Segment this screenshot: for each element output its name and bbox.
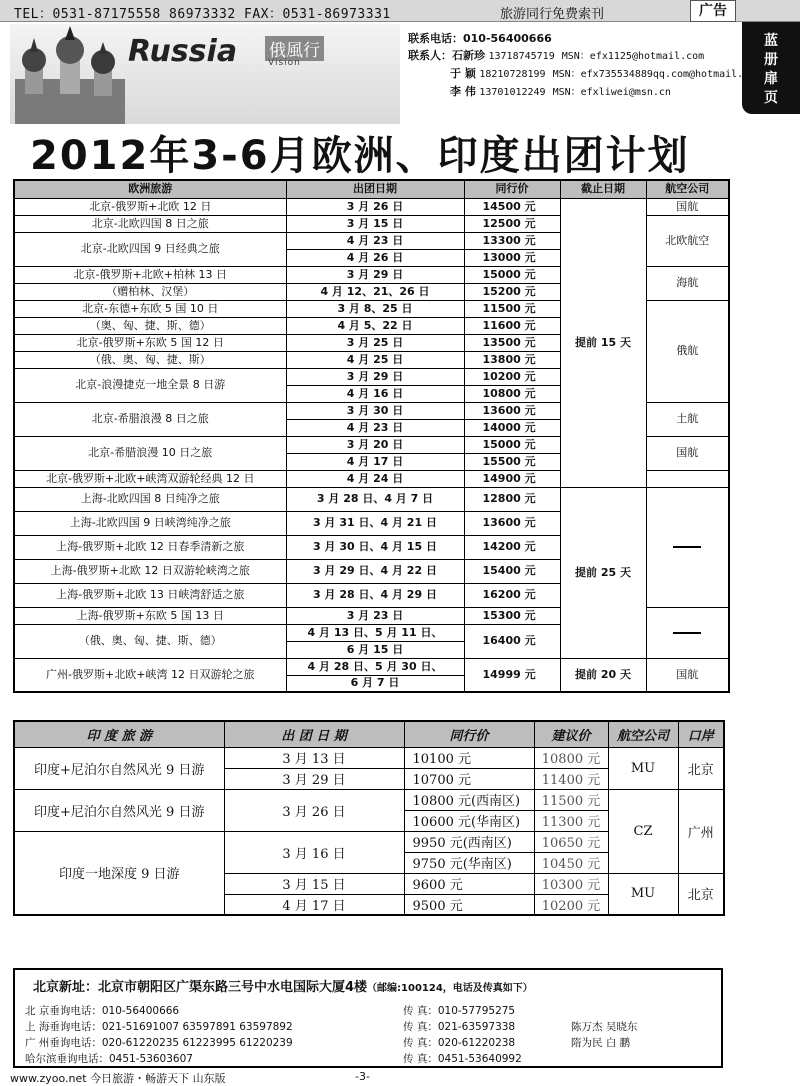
price-cell: 14900 元 <box>464 470 560 487</box>
cathedral-illustration <box>10 24 130 124</box>
route-cell: 印度+尼泊尔自然风光 9 日游 <box>14 789 224 831</box>
col-header: 同行价 <box>464 180 560 198</box>
price-cell: 10800 元(西南区) <box>404 789 534 810</box>
date-cell: 3 月 20 日 <box>286 436 464 453</box>
date-cell: 6 月 7 日 <box>286 675 464 692</box>
airline-cell-dash <box>646 607 729 658</box>
date-cell: 4 月 13 日、5 月 11 日、 <box>286 624 464 641</box>
date-cell: 3 月 30 日 <box>286 402 464 419</box>
price-cell: 9600 元 <box>404 873 534 894</box>
airline-cell: 土航 <box>646 402 729 436</box>
route-cell: 上海-俄罗斯+北欧 12 日双游轮峡湾之旅 <box>14 559 286 583</box>
brand-name-cn: 俄風行 <box>265 36 324 61</box>
free-catalog-label: 旅游同行免费索刊 <box>500 7 605 22</box>
side-char: 蓝 <box>764 33 778 49</box>
route-cell: 广州-俄罗斯+北欧+峡湾 12 日双游轮之旅 <box>14 658 286 692</box>
price-cell: 11500 元 <box>464 300 560 317</box>
date-cell: 3 月 25 日 <box>286 334 464 351</box>
contact-people: 陈万杰 吴晓东 <box>571 1021 638 1033</box>
price-cell: 9500 元 <box>404 894 534 915</box>
col-header: 印 度 旅 游 <box>14 721 224 747</box>
route-note: （俄、奥、匈、捷、斯、德） <box>14 624 286 658</box>
route-cell: 北京-俄罗斯+北欧+柏林 13 日 <box>14 266 286 283</box>
airline-cell: CZ <box>608 789 678 873</box>
airline-cell: MU <box>608 873 678 915</box>
address-note: （邮编:100124，电话及传真如下） <box>367 983 533 994</box>
date-cell: 4 月 23 日 <box>286 419 464 436</box>
route-cell: 上海-俄罗斯+北欧 12 日春季清新之旅 <box>14 535 286 559</box>
price-cell: 14200 元 <box>464 535 560 559</box>
office-address <box>33 976 533 995</box>
suggested-price-cell: 11500 元 <box>534 789 608 810</box>
airline-cell-empty <box>646 470 729 487</box>
route-cell: 北京-东德+东欧 5 国 10 日 <box>14 300 286 317</box>
price-cell: 11600 元 <box>464 317 560 334</box>
date-cell: 3 月 26 日 <box>286 198 464 215</box>
india-tour-table <box>13 720 725 916</box>
airline-cell: 国航 <box>646 436 729 470</box>
suggested-price-cell: 10650 元 <box>534 831 608 852</box>
contact-tel: 13701012249 <box>479 87 546 98</box>
route-cell: 上海-俄罗斯+北欧 13 日峡湾舒适之旅 <box>14 583 286 607</box>
europe-tour-table <box>13 179 730 693</box>
price-cell: 14000 元 <box>464 419 560 436</box>
col-header: 欧洲旅游 <box>14 180 286 198</box>
airline-cell: 国航 <box>646 198 729 215</box>
contact-tel: 18210728199 <box>479 69 546 80</box>
price-cell: 12500 元 <box>464 215 560 232</box>
date-cell: 4 月 23 日 <box>286 232 464 249</box>
dash-mark <box>673 632 701 634</box>
col-header: 口岸 <box>678 721 724 747</box>
city-phone: 北 京垂询电话：010-56400666 <box>25 1005 180 1017</box>
suggested-price-cell: 10200 元 <box>534 894 608 915</box>
col-header: 航空公司 <box>646 180 729 198</box>
city-fax: 传 真：010-57795275 <box>403 1005 516 1017</box>
price-cell: 13500 元 <box>464 334 560 351</box>
footer-site: www.zyoo.net 今日旅游・畅游天下 山东版 <box>10 1072 226 1085</box>
date-cell: 4 月 28 日、5 月 30 日、 <box>286 658 464 675</box>
price-cell: 14500 元 <box>464 198 560 215</box>
dash-mark <box>673 546 701 548</box>
route-cell: 北京-希腊浪漫 10 日之旅 <box>14 436 286 470</box>
logo-banner <box>10 24 400 124</box>
route-cell: 北京-俄罗斯+北欧+峡湾双游轮经典 12 日 <box>14 470 286 487</box>
route-cell: 北京-希腊浪漫 8 日之旅 <box>14 402 286 436</box>
port-cell: 北京 <box>678 747 724 789</box>
route-note: （赠柏林、汉堡） <box>14 283 286 300</box>
route-cell: 上海-北欧四国 8 日纯净之旅 <box>14 487 286 511</box>
col-header: 同行价 <box>404 721 534 747</box>
table-row <box>14 658 729 675</box>
suggested-price-cell: 10800 元 <box>534 747 608 768</box>
price-cell: 15000 元 <box>464 266 560 283</box>
contact-msn: MSN：efx735534889qq.com@hotmail.com <box>552 69 762 80</box>
date-cell: 4 月 26 日 <box>286 249 464 266</box>
col-header: 航空公司 <box>608 721 678 747</box>
contact-name: 石新珍 <box>452 49 485 62</box>
city-fax: 传 真：021-63597338 <box>403 1021 516 1033</box>
price-cell: 9750 元(华南区) <box>404 852 534 873</box>
table-row <box>14 747 724 768</box>
page-title: 2012年3-6月欧洲、印度出团计划 <box>30 133 690 179</box>
city-phone: 哈尔滨垂询电话：0451-53603607 <box>25 1053 193 1065</box>
price-cell: 15400 元 <box>464 559 560 583</box>
airline-cell-dash <box>646 487 729 607</box>
route-note: （奥、匈、捷、斯、德） <box>14 317 286 334</box>
route-cell: 上海-北欧四国 9 日峡湾纯净之旅 <box>14 511 286 535</box>
route-cell: 北京-北欧四国 8 日之旅 <box>14 215 286 232</box>
price-cell: 10100 元 <box>404 747 534 768</box>
footer-contact-box <box>13 968 723 1068</box>
side-char: 册 <box>764 52 778 68</box>
side-char: 页 <box>764 90 778 106</box>
price-cell: 10800 元 <box>464 385 560 402</box>
price-cell: 13600 元 <box>464 402 560 419</box>
route-cell: 印度+尼泊尔自然风光 9 日游 <box>14 747 224 789</box>
col-header: 出团日期 <box>286 180 464 198</box>
price-cell: 10700 元 <box>404 768 534 789</box>
route-note: （俄、奥、匈、捷、斯） <box>14 351 286 368</box>
contact-msn: MSN：efx1125@hotmail.com <box>561 51 705 62</box>
price-cell: 10200 元 <box>464 368 560 385</box>
brand-sub: Vision <box>268 58 301 68</box>
price-cell: 13000 元 <box>464 249 560 266</box>
date-cell: 3 月 29 日 <box>286 266 464 283</box>
col-header: 建议价 <box>534 721 608 747</box>
header-tel-fax: TEL：0531-87175558 86973332 FAX：0531-86973331 <box>14 7 391 22</box>
price-cell: 15200 元 <box>464 283 560 300</box>
contact-phone: 联系电话：010-56400666 <box>408 32 552 45</box>
suggested-price-cell: 10300 元 <box>534 873 608 894</box>
date-cell: 3 月 16 日 <box>224 831 404 873</box>
date-cell: 4 月 17 日 <box>286 453 464 470</box>
contact-msn: MSN：efxliwei@msn.cn <box>552 87 671 98</box>
date-cell: 3 月 8、25 日 <box>286 300 464 317</box>
airline-cell: MU <box>608 747 678 789</box>
date-cell: 3 月 28 日、4 月 29 日 <box>286 583 464 607</box>
contact-name: 李 伟 <box>450 85 476 98</box>
price-cell: 12800 元 <box>464 487 560 511</box>
city-phone: 广 州垂询电话：020-61220235 61223995 61220239 <box>25 1037 293 1049</box>
date-cell: 3 月 23 日 <box>286 607 464 624</box>
date-cell: 4 月 12、21、26 日 <box>286 283 464 300</box>
price-cell: 9950 元(西南区) <box>404 831 534 852</box>
deadline-cell: 提前 25 天 <box>560 487 646 658</box>
table-header-row <box>14 721 724 747</box>
price-cell: 15000 元 <box>464 436 560 453</box>
price-cell: 13300 元 <box>464 232 560 249</box>
date-cell: 3 月 15 日 <box>224 873 404 894</box>
suggested-price-cell: 11300 元 <box>534 810 608 831</box>
suggested-price-cell: 10450 元 <box>534 852 608 873</box>
suggested-price-cell: 11400 元 <box>534 768 608 789</box>
route-cell: 北京-俄罗斯+北欧 12 日 <box>14 198 286 215</box>
deadline-cell: 提前 20 天 <box>560 658 646 692</box>
col-header: 出 团 日 期 <box>224 721 404 747</box>
contact-block <box>408 30 762 101</box>
route-cell: 北京-俄罗斯+东欧 5 国 12 日 <box>14 334 286 351</box>
table-row <box>14 487 729 511</box>
date-cell: 3 月 30 日、4 月 15 日 <box>286 535 464 559</box>
airline-cell: 国航 <box>646 658 729 692</box>
city-phone: 上 海垂询电话：021-51691007 63597891 63597892 <box>25 1021 293 1033</box>
date-cell: 4 月 5、22 日 <box>286 317 464 334</box>
date-cell: 3 月 29 日、4 月 22 日 <box>286 559 464 583</box>
city-fax: 传 真：0451-53640992 <box>403 1053 522 1065</box>
date-cell: 3 月 26 日 <box>224 789 404 831</box>
ad-badge: 广告 <box>690 0 736 22</box>
date-cell: 4 月 16 日 <box>286 385 464 402</box>
date-cell: 3 月 29 日 <box>224 768 404 789</box>
contact-name: 于 颖 <box>450 67 476 80</box>
page-number: -3- <box>355 1070 370 1083</box>
date-cell: 3 月 31 日、4 月 21 日 <box>286 511 464 535</box>
city-fax: 传 真：020-61220238 <box>403 1037 516 1049</box>
price-cell: 16200 元 <box>464 583 560 607</box>
date-cell: 3 月 13 日 <box>224 747 404 768</box>
brand-name: Russia <box>128 34 238 69</box>
airline-cell: 北欧航空 <box>646 215 729 266</box>
price-cell: 13600 元 <box>464 511 560 535</box>
contact-people: 隋为民 白 鹏 <box>571 1037 631 1049</box>
top-bar <box>0 0 800 22</box>
price-cell: 14999 元 <box>464 658 560 692</box>
table-row <box>14 789 724 810</box>
route-cell: 印度一地深度 9 日游 <box>14 831 224 915</box>
airline-cell: 俄航 <box>646 300 729 402</box>
date-cell: 4 月 17 日 <box>224 894 404 915</box>
airline-cell: 海航 <box>646 266 729 300</box>
price-cell: 16400 元 <box>464 624 560 658</box>
deadline-cell: 提前 15 天 <box>560 198 646 487</box>
col-header: 截止日期 <box>560 180 646 198</box>
table-row <box>14 198 729 215</box>
date-cell: 4 月 25 日 <box>286 351 464 368</box>
port-cell: 广州 <box>678 789 724 873</box>
date-cell: 3 月 15 日 <box>286 215 464 232</box>
route-cell: 北京-北欧四国 9 日经典之旅 <box>14 232 286 266</box>
side-char: 扉 <box>764 71 778 87</box>
date-cell: 3 月 28 日、4 月 7 日 <box>286 487 464 511</box>
route-cell: 上海-俄罗斯+东欧 5 国 13 日 <box>14 607 286 624</box>
route-cell: 北京-浪漫捷克一地全景 8 日游 <box>14 368 286 402</box>
contact-label: 联系人： <box>408 49 452 62</box>
contact-tel: 13718745719 <box>488 51 555 62</box>
price-cell: 15300 元 <box>464 607 560 624</box>
price-cell: 10600 元(华南区) <box>404 810 534 831</box>
date-cell: 3 月 29 日 <box>286 368 464 385</box>
price-cell: 15500 元 <box>464 453 560 470</box>
date-cell: 6 月 15 日 <box>286 641 464 658</box>
address-text: 北京新址：北京市朝阳区广渠东路三号中水电国际大厦4楼 <box>33 980 368 995</box>
page-footer <box>0 1070 800 1086</box>
table-header-row <box>14 180 729 198</box>
port-cell: 北京 <box>678 873 724 915</box>
date-cell: 4 月 24 日 <box>286 470 464 487</box>
price-cell: 13800 元 <box>464 351 560 368</box>
